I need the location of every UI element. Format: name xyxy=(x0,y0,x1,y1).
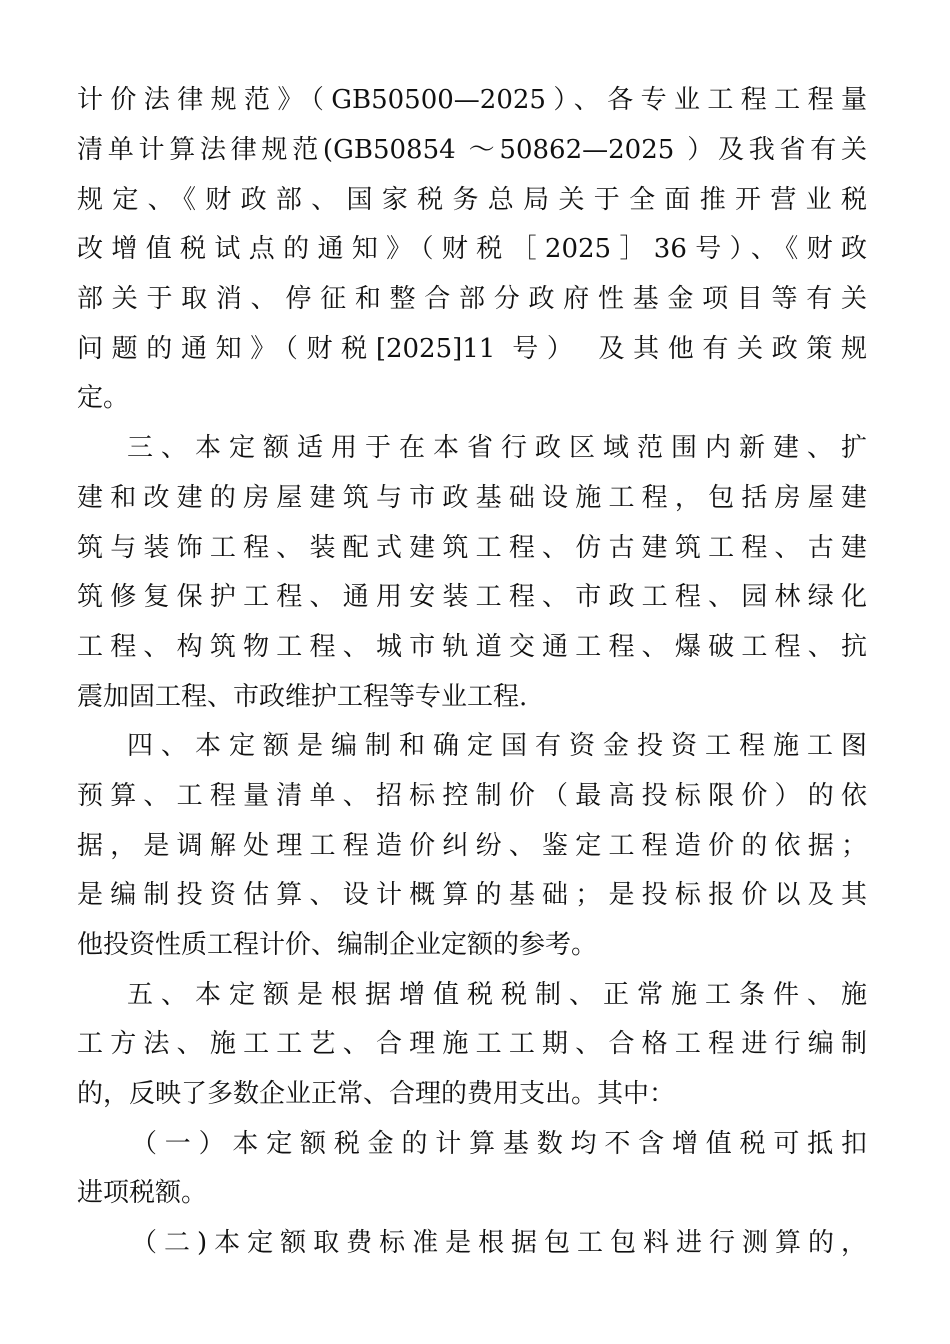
text-line: 的，反映了多数企业正常、合理的费用支出。其中： xyxy=(77,1079,676,1109)
text-line: 筑与装饰工程、装配式建筑工程、仿古建筑工程、古建 xyxy=(77,533,867,563)
text-line: 他投资性质工程计价、编制企业定额的参考。 xyxy=(77,930,598,960)
text-line: 是编制投资估算、设计概算的基础；是投标报价以及其 xyxy=(77,880,867,910)
paragraph-start-line: 四、本定额是编制和确定国有资金投资工程施工图 xyxy=(127,731,867,761)
text-line: 部关于取消、停征和整合部分政府性基金项目等有关 xyxy=(77,284,867,314)
text-line: 工程、构筑物工程、城市轨道交通工程、爆破工程、抗 xyxy=(77,632,867,662)
text-line: 定。 xyxy=(77,383,130,413)
text-line: 筑修复保护工程、通用安装工程、市政工程、园林绿化 xyxy=(77,582,867,612)
text-line: 工方法、施工工艺、合理施工工期、合格工程进行编制 xyxy=(77,1029,867,1059)
paragraph-start-line: （二)本定额取费标准是根据包工包料进行测算的， xyxy=(131,1228,867,1258)
text-line: 问题的通知》（财税[2025]11 号） 及其他有关政策规 xyxy=(77,334,867,364)
text-line: 清单计算法律规范(GB50854 ～50862—2025 ）及我省有关 xyxy=(77,135,867,165)
text-line: 规定、《财政部、国家税务总局关于全面推开营业税 xyxy=(77,185,867,215)
text-line: 计价法律规范》（GB50500—2025）、各专业工程工程量 xyxy=(77,85,867,115)
text-line: 震加固工程、市政维护工程等专业工程. xyxy=(77,682,528,712)
paragraph-start-line: 五、本定额是根据增值税税制、正常施工条件、施 xyxy=(127,980,867,1010)
text-line: 建和改建的房屋建筑与市政基础设施工程，包括房屋建 xyxy=(77,483,867,513)
paragraph-start-line: （一）本定额税金的计算基数均不含增值税可抵扣 xyxy=(131,1129,867,1159)
text-line: 进项税额。 xyxy=(77,1178,208,1208)
paragraph-start-line: 三、本定额适用于在本省行政区域范围内新建、扩 xyxy=(127,433,867,463)
text-line: 改增值税试点的通知》（财税［2025］36号）、《财政 xyxy=(77,234,867,264)
text-line: 据，是调解处理工程造价纠纷、鉴定工程造价的依据； xyxy=(77,831,867,861)
text-line: 预算、工程量清单、招标控制价（最高投标限价）的依 xyxy=(77,781,867,811)
